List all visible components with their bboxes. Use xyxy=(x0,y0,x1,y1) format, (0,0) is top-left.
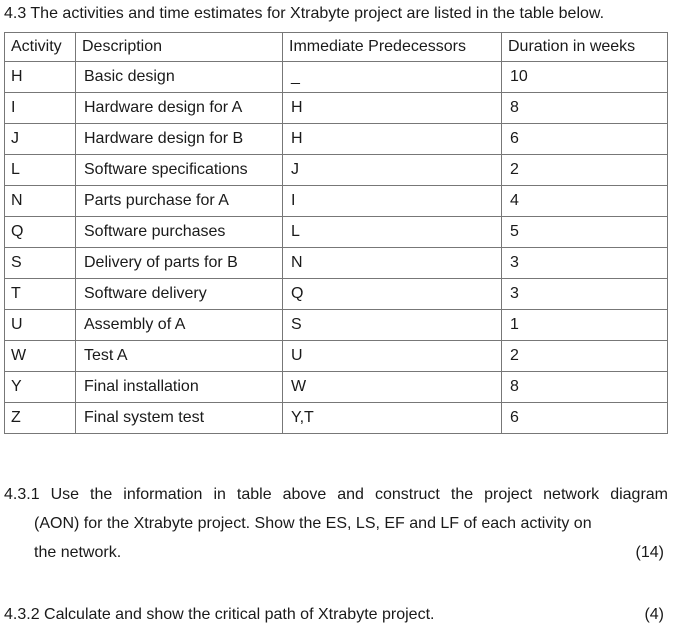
duration-cell: 6 xyxy=(502,403,668,434)
question-4-3-1-line1: 4.3.1 Use the information in table above and construct the project network diagram xyxy=(4,486,668,503)
description-cell: Software delivery xyxy=(76,279,283,310)
question-4-3-2-text: 4.3.2 Calculate and show the critical path of Xtrabyte project. xyxy=(4,606,435,623)
question-4-3-1-line2: (AON) for the Xtrabyte project. Show the ES, LS, EF and LF of each activity on xyxy=(34,515,592,532)
duration-cell: 10 xyxy=(502,62,668,93)
predecessors-cell: _ xyxy=(283,62,502,93)
predecessors-cell: U xyxy=(283,341,502,372)
duration-cell: 8 xyxy=(502,372,668,403)
description-cell: Assembly of A xyxy=(76,310,283,341)
duration-cell: 4 xyxy=(502,186,668,217)
header-predecessors: Immediate Predecessors xyxy=(283,33,502,62)
activity-cell: Q xyxy=(5,217,76,248)
description-cell: Basic design xyxy=(76,62,283,93)
description-cell: Parts purchase for A xyxy=(76,186,283,217)
activity-cell: I xyxy=(5,93,76,124)
question-4-3-2-marks: (4) xyxy=(644,606,664,623)
question-4-3-1-marks: (14) xyxy=(635,544,664,561)
table-row xyxy=(5,248,668,279)
question-4-3-1 xyxy=(4,480,668,567)
predecessors-cell: N xyxy=(283,248,502,279)
duration-cell: 3 xyxy=(502,248,668,279)
duration-cell: 6 xyxy=(502,124,668,155)
header-description: Description xyxy=(76,33,283,62)
description-cell: Software purchases xyxy=(76,217,283,248)
predecessors-cell: W xyxy=(283,372,502,403)
table-row xyxy=(5,155,668,186)
duration-cell: 5 xyxy=(502,217,668,248)
activity-cell: Z xyxy=(5,403,76,434)
activity-cell: N xyxy=(5,186,76,217)
predecessors-cell: I xyxy=(283,186,502,217)
activity-cell: H xyxy=(5,62,76,93)
activity-cell: U xyxy=(5,310,76,341)
section-heading: 4.3 The activities and time estimates for Xtrabyte project are listed in the table below. xyxy=(4,5,605,22)
description-cell: Delivery of parts for B xyxy=(76,248,283,279)
table-header-row xyxy=(5,33,668,62)
activities-table xyxy=(4,32,668,434)
table-row xyxy=(5,93,668,124)
description-cell: Software specifications xyxy=(76,155,283,186)
activity-cell: T xyxy=(5,279,76,310)
header-duration: Duration in weeks xyxy=(502,33,668,62)
predecessors-cell: Q xyxy=(283,279,502,310)
duration-cell: 3 xyxy=(502,279,668,310)
duration-cell: 8 xyxy=(502,93,668,124)
table-row xyxy=(5,341,668,372)
activity-cell: J xyxy=(5,124,76,155)
description-cell: Hardware design for B xyxy=(76,124,283,155)
description-cell: Final system test xyxy=(76,403,283,434)
predecessors-cell: L xyxy=(283,217,502,248)
predecessors-cell: Y,T xyxy=(283,403,502,434)
activity-cell: W xyxy=(5,341,76,372)
table-row xyxy=(5,217,668,248)
activity-cell: L xyxy=(5,155,76,186)
question-4-3-2 xyxy=(4,600,668,629)
table-row xyxy=(5,186,668,217)
activity-cell: S xyxy=(5,248,76,279)
description-cell: Test A xyxy=(76,341,283,372)
predecessors-cell: H xyxy=(283,124,502,155)
activity-cell: Y xyxy=(5,372,76,403)
duration-cell: 2 xyxy=(502,341,668,372)
table-row xyxy=(5,310,668,341)
table-row xyxy=(5,124,668,155)
predecessors-cell: S xyxy=(283,310,502,341)
table-row xyxy=(5,403,668,434)
description-cell: Hardware design for A xyxy=(76,93,283,124)
duration-cell: 1 xyxy=(502,310,668,341)
header-activity: Activity xyxy=(5,33,76,62)
question-4-3-1-line3: the network. xyxy=(34,544,122,561)
predecessors-cell: H xyxy=(283,93,502,124)
predecessors-cell: J xyxy=(283,155,502,186)
table-row xyxy=(5,279,668,310)
table-row xyxy=(5,62,668,93)
table-row xyxy=(5,372,668,403)
description-cell: Final installation xyxy=(76,372,283,403)
duration-cell: 2 xyxy=(502,155,668,186)
